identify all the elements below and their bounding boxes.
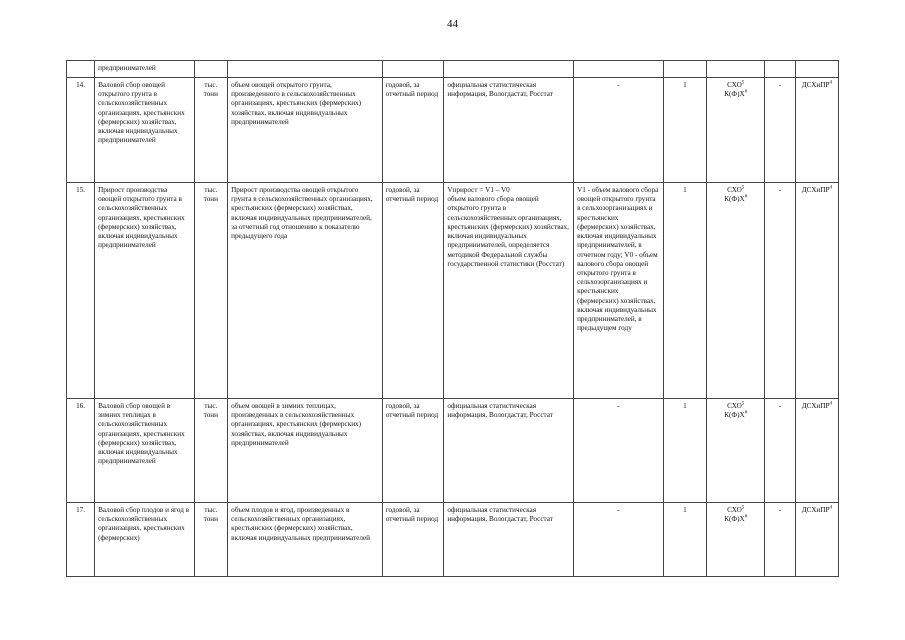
cell-sep: -	[765, 183, 795, 399]
cell-direction	[707, 183, 765, 399]
direction-main: СХО	[727, 402, 742, 410]
cell-note: V1 - объем валового сбора овощей открытого грунта в сельхозорганизациях и крестьянских (фермерских) хозяйствах, включая индивидуальных предпринимателей, в отчетном году; V0 - объем валового сбора овощей открытого грунта в сельхозорганизациях и крестьянских (фермерских) хозяйствах, включая индивидуальных предпринимателей, в предыдущем году	[574, 183, 664, 399]
table-row-continuation	[67, 61, 839, 78]
cell-method	[444, 183, 574, 399]
cell-num	[67, 61, 95, 78]
cell-name: Валовой сбор овощей в зимних теплицах в сельскохозяйственных организациях, крестьянских (фермерских) хозяйствах, включая индивидуальных предпринимателей	[95, 399, 194, 503]
direction-sub-sup: 6	[744, 514, 748, 520]
cell-dept	[795, 399, 838, 503]
dept-sup: 4	[829, 185, 832, 191]
cell-method	[444, 61, 574, 78]
cell-direction	[707, 61, 765, 78]
cell-period: годовой, за отчетный период	[382, 183, 444, 399]
dept: ДСХиПР	[801, 402, 830, 410]
cell-unit	[194, 61, 228, 78]
direction-main-sup: 5	[741, 505, 745, 511]
direction-main: СХО	[727, 506, 742, 514]
table-row	[67, 503, 839, 577]
cell-period	[382, 61, 444, 78]
cell-num: 15.	[67, 183, 95, 399]
cell-sep	[765, 61, 795, 78]
cell-name: Валовой сбор овощей открытого грунта в сельскохозяйственных организациях, крестьянских (фермерских) хозяйствах, включая индивидуальных предпринимателей	[95, 78, 194, 183]
cell-note: -	[574, 503, 664, 577]
cell-note: -	[574, 78, 664, 183]
cell-direction	[707, 503, 765, 577]
cell-definition: объем овощей в зимних теплицах, произведенных в сельскохозяйственных организациях, крестьянских (фермерских) хозяйствах, включая индивидуальных предпринимателей	[228, 399, 383, 503]
cell-period: годовой, за отчетный период	[382, 399, 444, 503]
cell-direction	[707, 399, 765, 503]
cell-dept	[795, 61, 838, 78]
cell-sep: -	[765, 399, 795, 503]
direction-sub: К(Ф)Х	[724, 90, 745, 99]
cell-dept	[795, 503, 838, 577]
dept: ДСХиПР	[801, 506, 830, 514]
cell-name: Валовой сбор плодов и ягод в сельскохозяйственных организациях, крестьянских (фермерских)	[95, 503, 194, 577]
cell-name: Прирост производства овощей открытого грунта в сельскохозяйственных организациях, крестьянских (фермерских) хозяйствах, включая индивидуальных предпринимателей	[95, 183, 194, 399]
direction-sub: К(Ф)Х	[724, 411, 745, 420]
dept-sup: 4	[829, 80, 832, 86]
cell-base	[663, 61, 706, 78]
indicators-table	[66, 60, 839, 577]
dept-sup: 4	[829, 401, 832, 407]
dept: ДСХиПР	[801, 81, 830, 89]
method-text: объем валового сбора овощей открытого грунта в сельскохозяйственных организациях, крестьянских (фермерских) хозяйствах, включая индивидуальных предпринимателей, определяется методикой Федеральной службы государственной статистики (Росстат)	[447, 195, 569, 268]
dept-sup: 4	[829, 505, 832, 511]
cell-base: 1	[663, 183, 706, 399]
cell-method: официальная статистическая информация, Вологдастат, Росстат	[444, 503, 574, 577]
direction-sub: К(Ф)Х	[724, 195, 745, 204]
table-row	[67, 78, 839, 183]
cell-definition	[228, 61, 383, 78]
cell-num: 14.	[67, 78, 95, 183]
cell-base: 1	[663, 503, 706, 577]
cell-note	[574, 61, 664, 78]
direction-main-sup: 5	[741, 401, 745, 407]
cell-unit: тыс. тонн	[194, 183, 228, 399]
cell-definition: объем плодов и ягод, произведенных в сельскохозяйственных организациях, крестьянских (фермерских) хозяйствах, включая индивидуальных предпринимателей	[228, 503, 383, 577]
cell-base: 1	[663, 78, 706, 183]
cell-num: 16.	[67, 399, 95, 503]
direction-sub: К(Ф)Х	[724, 515, 745, 524]
direction-sub-sup: 6	[744, 89, 748, 95]
page-number: 44	[447, 18, 458, 30]
table-row	[67, 183, 839, 399]
cell-note: -	[574, 399, 664, 503]
cell-period: годовой, за отчетный период	[382, 503, 444, 577]
cell-method: официальная статистическая информация, Вологдастат, Росстат	[444, 399, 574, 503]
cell-sep: -	[765, 503, 795, 577]
cell-period: годовой, за отчетный период	[382, 78, 444, 183]
direction-main: СХО	[727, 81, 742, 89]
cell-unit: тыс. тонн	[194, 399, 228, 503]
direction-main-sup: 5	[741, 185, 745, 191]
cell-direction	[707, 78, 765, 183]
cell-unit: тыс. тонн	[194, 503, 228, 577]
cell-base: 1	[663, 399, 706, 503]
cell-definition: объем овощей открытого грунта, произведенного в сельскохозяйственных организациях, крестьянских (фермерских) хозяйствах, включая индивидуальных предпринимателей	[228, 78, 383, 183]
direction-sub-sup: 6	[744, 194, 748, 200]
cell-unit: тыс. тонн	[194, 78, 228, 183]
cell-name: предпринимателей	[95, 61, 194, 78]
direction-sub-sup: 6	[744, 410, 748, 416]
method-formula: Vприрост = V1 – V0	[447, 186, 510, 194]
cell-dept	[795, 183, 838, 399]
cell-method: официальная статистическая информация, Вологдастат, Росстат	[444, 78, 574, 183]
cell-num: 17.	[67, 503, 95, 577]
cell-definition: Прирост производства овощей открытого грунта в сельскохозяйственных организациях, крестьянских (фермерских) хозяйствах, включая индивидуальных предпринимателей, за отчетный год отношению к показателю предыдущего года	[228, 183, 383, 399]
cell-dept	[795, 78, 838, 183]
cell-sep: -	[765, 78, 795, 183]
direction-main: СХО	[727, 186, 742, 194]
direction-main-sup: 5	[741, 80, 745, 86]
table-row	[67, 399, 839, 503]
dept: ДСХиПР	[801, 186, 830, 194]
